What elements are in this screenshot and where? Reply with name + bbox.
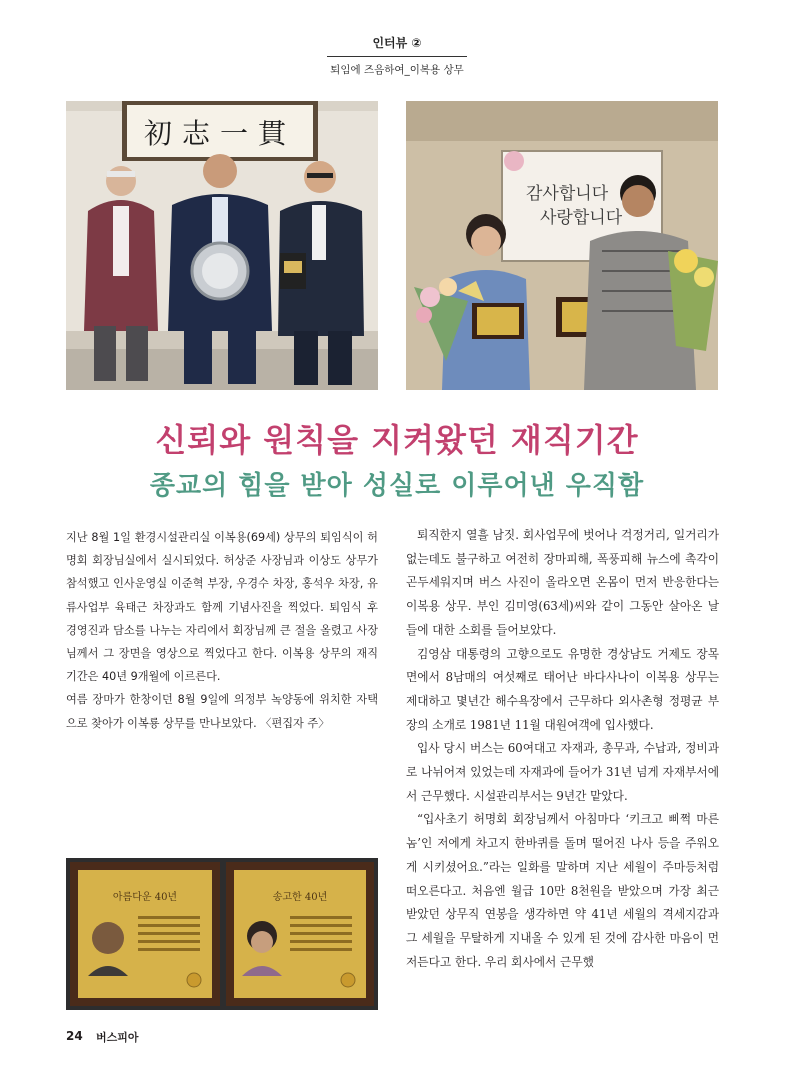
body-paragraph: 퇴직한지 열흘 남짓. 회사업무에 벗어나 걱정거리, 일거리가 없는데도 불구하고 여전히 장마피해, 폭풍피해 뉴스에 촉각이 곤두세워지며 버스 사진이 올라오면 온몸이 먼저 반응한다는 이복용 상무. 부인 김미영(63세)씨와 같이 그동안 살아온 날들에 대한 소회를 들어보았다. [406, 528, 719, 637]
photo-plaques [66, 858, 378, 1010]
banner-line-1: 감사합니다 [526, 184, 609, 204]
couple-illustration [406, 101, 718, 390]
ceremony-illustration [66, 101, 378, 390]
plaque-right-title: 송고한 40년 [272, 892, 328, 903]
article-subheadline: 종교의 힘을 받아 성실로 이루어낸 우직함 [149, 471, 645, 501]
plaque-left-title: 아름다운 40년 [112, 892, 178, 903]
page-number: 24 [66, 1029, 83, 1043]
editor-lede [66, 526, 378, 735]
calligraphy-text: 初志一貫 [143, 117, 297, 150]
article-headline: 신뢰와 원칙을 지켜왔던 재직기간 [155, 421, 639, 459]
article-body [406, 524, 719, 974]
body-paragraph: 김영삼 대통령의 고향으로도 유명한 경상남도 거제도 장목면에서 8남매의 여섯째로 태어난 바다사나이 이복용 상무는 제대하고 몇년간 해수욕장에서 근무하다 외사촌형 정평균 부장의 소개로 1981년 11월 대원여객에 입사했다. [406, 646, 719, 732]
lede-paragraph: 여름 장마가 한창이던 8월 9일에 의정부 녹양동에 위치한 자택으로 찾아가 이복룡 상무를 만나보았다. 〈편집자 주〉 [66, 693, 378, 730]
body-paragraph: 입사 당시 버스는 60여대고 자재과, 총무과, 수납과, 정비과로 나뉘어져 있었는데 자재과에 들어가 31년 넘게 자재부서에서 근무했다. 시설관리부서는 9년간 맡았다. [406, 741, 720, 803]
section-subtitle: 퇴임에 즈음하여_이복용 상무 [330, 64, 464, 76]
photo-retirement-ceremony [66, 101, 378, 390]
magazine-name: 버스피아 [96, 1031, 139, 1044]
banner-line-2: 사랑합니다 [540, 208, 623, 228]
section-label: 인터뷰 ② [372, 36, 422, 50]
lede-paragraph: 지난 8월 1일 환경시설관리실 이복용(69세) 상무의 퇴임식이 허명회 회장님실에서 실시되었다. 허상준 사장님과 이상도 상무가 참석했고 인사운영실 이준혁 부장, 우경수 차장, 홍석우 차장, 유류사업부 육태근 차장과도 함께 기념사진을 찍었다. 퇴임식 후 경영진과 담소를 나누는 자리에서 회장님께 큰 절을 올렸고 사장님께서 그 장면을 영상으로 찍었다고 한다. 이복용 상무의 재직기간은 40년 9개월에 이르른다. [66, 531, 378, 684]
body-paragraph: “입사초기 허명회 회장님께서 아침마다 ‘키크고 삐쩍 마른 놈’인 저에게 차고지 한바퀴를 돌며 떨어진 나사 등을 주워오게 시키셨어요.”라는 일화를 말하며 지난 세월이 주마등처럼 떠오른다고. 처음엔 월급 10만 8천원을 받았으며 가장 최근 받았던 상무직 연봉을 생각하면 약 41년 세월의 격세지감과 그 세월을 무탈하게 지내올 수 있게 된 것에 감사한 마음이 먼저든다고 한다. 우리 회사에서 근무했 [406, 812, 719, 969]
plaques-illustration [66, 858, 378, 1010]
photo-couple-with-flowers [406, 101, 718, 390]
header-rule [327, 56, 467, 57]
